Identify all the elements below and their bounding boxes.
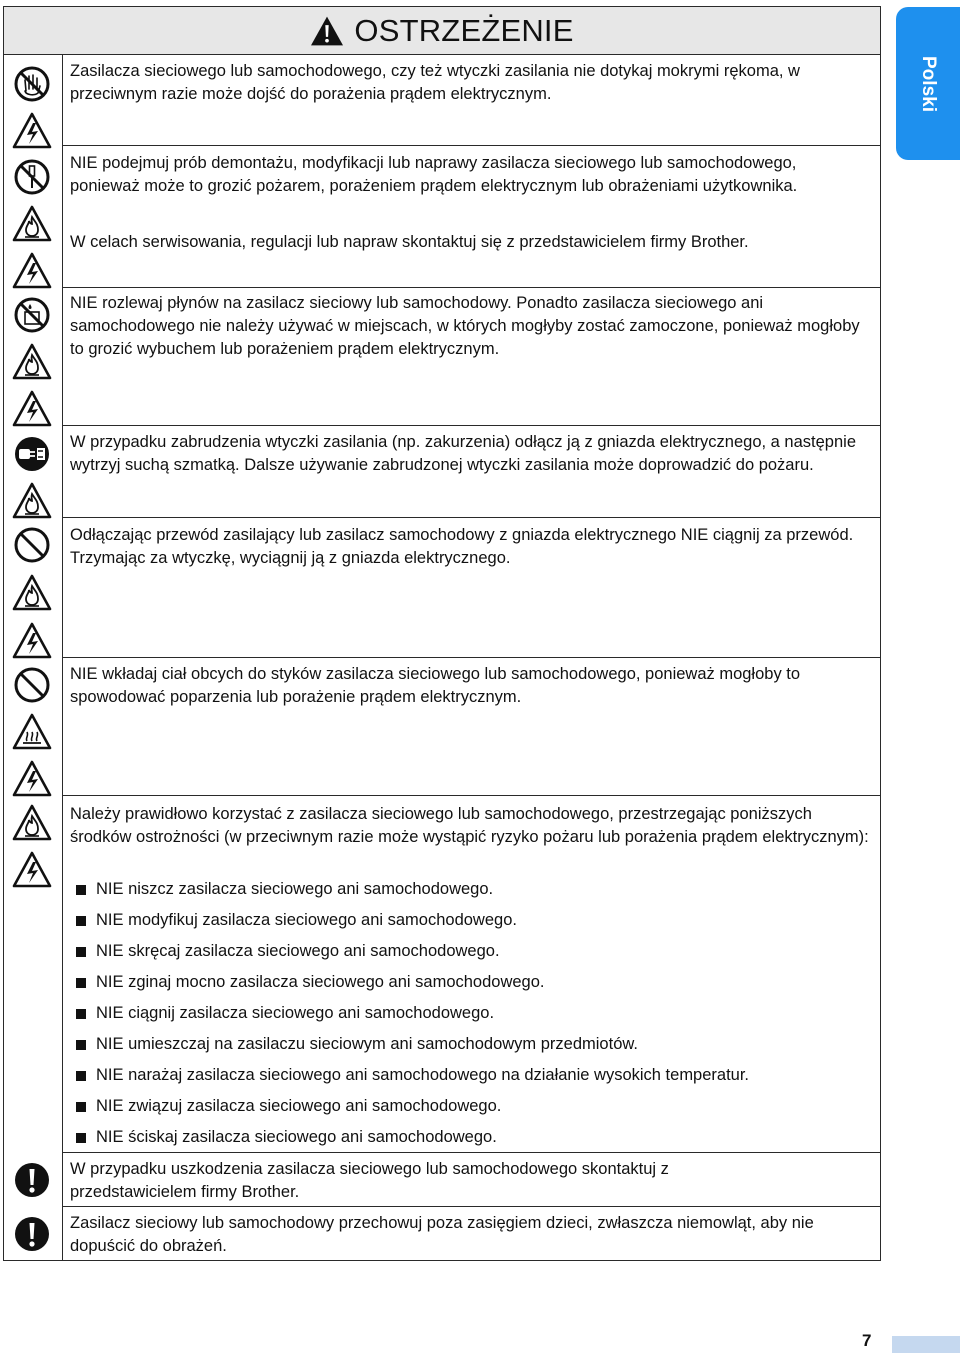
electric-shock-icon: [12, 759, 52, 799]
warning-text: NIE podejmuj prób demontażu, modyfikacji lub naprawy zasilacza sieciowego lub samochodowego, ponieważ może to grozić pożarem, porażeniem prądem elektrycznym lub obrażeniami użytkownika.: [70, 154, 798, 195]
list-item-text: NIE związuj zasilacza sieciowego ani samochodowego.: [96, 1097, 502, 1115]
bullet-square-icon: [76, 1133, 86, 1143]
language-tab-label: Polski: [917, 55, 939, 112]
warning-text: W celach serwisowania, regulacji lub napraw skontaktuj się z przedstawicielem firmy Brother.: [70, 233, 749, 251]
bullet-square-icon: [76, 885, 86, 895]
row-divider: [62, 287, 880, 288]
list-item: [76, 1060, 749, 1091]
warning-text: Należy prawidłowo korzystać z zasilacza sieciowego lub samochodowego, przestrzegając poniższych środków ostrożności (w przeciwnym razie może wystąpić ryzyko pożaru lub porażenia prądem elektrycznym):: [70, 805, 869, 846]
list-item: [76, 967, 749, 998]
bullet-square-icon: [76, 1071, 86, 1081]
list-item-text: NIE umieszczaj na zasilaczu sieciowym ani samochodowym przedmiotów.: [96, 1035, 638, 1053]
list-item: [76, 1122, 749, 1153]
warning-text: Zasilacza sieciowego lub samochodowego, czy też wtyczki zasilania nie dotykaj mokrymi rękoma, w przeciwnym razie może dojść do porażenia prądem elektrycznym.: [70, 62, 800, 103]
row-divider: [62, 425, 880, 426]
bullet-square-icon: [76, 978, 86, 988]
bullet-square-icon: [76, 947, 86, 957]
warning-header: [4, 7, 880, 55]
hot-surface-icon: [12, 712, 52, 752]
list-item: [76, 1029, 749, 1060]
bullet-square-icon: [76, 916, 86, 926]
electric-shock-icon: [12, 850, 52, 890]
fire-hazard-icon: [12, 342, 52, 382]
mandatory-action-icon: [12, 1160, 52, 1200]
list-item-text: NIE skręcaj zasilacza sieciowego ani samochodowego.: [96, 942, 500, 960]
list-item-text: NIE niszcz zasilacza sieciowego ani samochodowego.: [96, 880, 494, 898]
fire-hazard-icon: [12, 573, 52, 613]
row-divider: [62, 1206, 880, 1207]
list-item-text: NIE narażaj zasilacza sieciowego ani samochodowego na działanie wysokich temperatur.: [96, 1066, 750, 1084]
warning-text: W przypadku uszkodzenia zasilacza sieciowego lub samochodowego skontaktuj z przedstawicielem firmy Brother.: [70, 1160, 669, 1201]
list-item-text: NIE ciągnij zasilacza sieciowego ani samochodowego.: [96, 1004, 495, 1022]
warning-text: Zasilacz sieciowy lub samochodowy przechowuj poza zasięgiem dzieci, zwłaszcza niemowląt, aby nie dopuścić do obrażeń.: [70, 1214, 814, 1255]
prohibition-icon: [12, 525, 52, 565]
warning-text: NIE rozlewaj płynów na zasilacz sieciowy lub samochodowy. Ponadto zasilacza sieciowego ani samochodowego nie należy używać w miejscach, w których mogłyby zostać zamoczone, ponieważ mogłoby to grozić wybuchem lub porażeniem prądem elektrycznym.: [70, 294, 860, 358]
warning-box: [3, 6, 881, 1261]
electric-shock-icon: [12, 251, 52, 291]
bullet-square-icon: [76, 1040, 86, 1050]
list-item-text: NIE zginaj mocno zasilacza sieciowego ani samochodowego.: [96, 973, 545, 991]
list-item: [76, 1091, 749, 1122]
prohibition-icon: [12, 665, 52, 705]
bullet-square-icon: [76, 1009, 86, 1019]
electric-shock-icon: [12, 389, 52, 429]
row-divider: [62, 795, 880, 796]
list-item-text: NIE ściskaj zasilacza sieciowego ani samochodowego.: [96, 1128, 497, 1146]
no-disassembly-icon: [12, 157, 52, 197]
warning-text: W przypadku zabrudzenia wtyczki zasilania (np. zakurzenia) odłącz ją z gniazda elektrycznego, a następnie wytrzyj suchą szmatką. Dalsze używanie zabrudzonej wtyczki zasilania może doprowadzić do pożaru.: [70, 433, 856, 474]
warning-triangle-icon: [310, 15, 344, 47]
bullet-square-icon: [76, 1102, 86, 1112]
language-tab: [896, 7, 960, 160]
row-divider: [62, 145, 880, 146]
list-item: [76, 998, 749, 1029]
mandatory-action-icon: [12, 1214, 52, 1254]
warning-title: OSTRZEŻENIE: [354, 12, 574, 48]
list-item: [76, 874, 749, 905]
fire-hazard-icon: [12, 204, 52, 244]
list-item: [76, 936, 749, 967]
fire-hazard-icon: [12, 803, 52, 843]
no-water-icon: [12, 295, 52, 335]
electric-shock-icon: [12, 621, 52, 661]
row-divider: [62, 517, 880, 518]
no-wet-hands-icon: [12, 64, 52, 104]
warning-text: NIE wkładaj ciał obcych do styków zasilacza sieciowego lub samochodowego, ponieważ mogłoby to spowodować poparzenia lub porażenie prądem elektrycznym.: [70, 665, 801, 706]
row-divider: [62, 657, 880, 658]
warning-text: Odłączając przewód zasilający lub zasilacz samochodowy z gniazda elektrycznego NIE ciągnij za przewód. Trzymając za wtyczkę, wyciągnij ją z gniazda elektrycznego.: [70, 526, 854, 567]
list-item: [76, 905, 749, 936]
list-item-text: NIE modyfikuj zasilacza sieciowego ani samochodowego.: [96, 911, 517, 929]
page-number: 7: [862, 1331, 872, 1350]
unplug-icon: [12, 434, 52, 474]
precautions-list: [76, 874, 749, 1153]
electric-shock-icon: [12, 111, 52, 151]
fire-hazard-icon: [12, 481, 52, 521]
page-number-bar: [892, 1336, 960, 1353]
